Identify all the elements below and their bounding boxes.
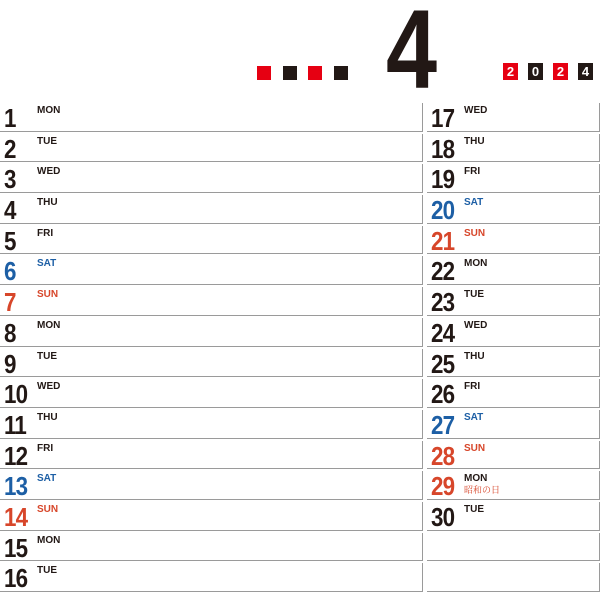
day-number: 10 [4, 379, 28, 410]
day-of-week: TUE [37, 135, 57, 147]
day-number: 8 [4, 317, 16, 348]
day-of-week: MON [37, 534, 61, 546]
day-of-week: SUN [37, 289, 59, 301]
day-row [0, 285, 423, 316]
day-row [0, 377, 423, 408]
days-column-left [0, 101, 423, 592]
day-of-week: SAT [464, 197, 484, 209]
row-right-border [422, 226, 423, 255]
year-digit: 2 [503, 63, 518, 80]
day-number: 24 [431, 317, 455, 348]
day-number: 18 [431, 133, 455, 164]
day-number: 14 [4, 501, 28, 532]
decor-square-red [257, 66, 271, 80]
row-right-border [422, 164, 423, 193]
day-of-week: TUE [464, 503, 484, 515]
day-number: 29 [431, 471, 455, 502]
day-row [427, 101, 600, 132]
day-number: 25 [431, 348, 455, 379]
day-number: 28 [431, 440, 455, 471]
day-row [427, 469, 600, 500]
day-row [427, 347, 600, 378]
day-of-week: SAT [37, 473, 57, 485]
day-number: 27 [431, 409, 455, 440]
day-of-week: SAT [464, 411, 484, 423]
day-of-week: WED [464, 319, 488, 331]
row-right-border [422, 379, 423, 408]
day-of-week: MON [37, 319, 61, 331]
row-right-border [422, 195, 423, 224]
day-of-week: THU [464, 135, 485, 147]
day-of-week: MON [464, 473, 488, 485]
day-number: 20 [431, 195, 455, 226]
day-number: 7 [4, 287, 16, 318]
row-right-border [422, 410, 423, 439]
row-right-border [422, 441, 423, 470]
day-row [0, 132, 423, 163]
year-digit: 2 [553, 63, 568, 80]
day-of-week: TUE [37, 350, 57, 362]
day-row [427, 316, 600, 347]
year-digit: 4 [578, 63, 593, 80]
day-number: 11 [4, 409, 26, 440]
day-row [0, 162, 423, 193]
day-number: 26 [431, 379, 455, 410]
row-right-border [422, 318, 423, 347]
day-of-week: THU [37, 411, 58, 423]
day-row [0, 193, 423, 224]
day-row [427, 224, 600, 255]
day-number: 2 [4, 133, 16, 164]
day-number: 30 [431, 501, 455, 532]
year-digit: 0 [528, 63, 543, 80]
day-number: 13 [4, 471, 28, 502]
day-row [0, 224, 423, 255]
day-of-week: FRI [37, 442, 54, 454]
day-number: 23 [431, 287, 455, 318]
day-row [427, 377, 600, 408]
row-right-border [422, 256, 423, 285]
row-right-border [422, 563, 423, 592]
day-row [427, 500, 600, 531]
day-row [427, 162, 600, 193]
day-of-week: FRI [464, 381, 481, 393]
day-row [0, 439, 423, 470]
day-of-week: THU [464, 350, 485, 362]
day-number: 9 [4, 348, 16, 379]
day-of-week: SUN [37, 503, 59, 515]
day-of-week: FRI [464, 166, 481, 178]
day-number: 6 [4, 256, 16, 287]
day-of-week: WED [37, 381, 61, 393]
day-number: 1 [4, 103, 16, 133]
day-number: 19 [431, 164, 455, 195]
day-row-empty [427, 531, 600, 562]
decor-square-black [283, 66, 297, 80]
day-number: 16 [4, 563, 28, 594]
day-row [427, 285, 600, 316]
day-of-week: TUE [37, 565, 57, 577]
day-of-week: WED [464, 105, 488, 116]
day-of-week: SAT [37, 258, 57, 270]
day-number: 3 [4, 164, 16, 195]
day-of-week: MON [37, 105, 61, 116]
day-row [427, 193, 600, 224]
day-of-week: TUE [464, 289, 484, 301]
month-number: 4 [386, 0, 438, 112]
row-right-border [422, 287, 423, 316]
day-number: 4 [4, 195, 16, 226]
day-row [0, 316, 423, 347]
day-of-week: WED [37, 166, 61, 178]
day-row [427, 254, 600, 285]
day-row [0, 531, 423, 562]
day-row [0, 347, 423, 378]
holiday-name: 昭和の日 [464, 485, 501, 496]
row-divider [0, 591, 423, 592]
row-right-border [422, 349, 423, 378]
day-row [427, 408, 600, 439]
day-number: 5 [4, 225, 16, 256]
day-number: 22 [431, 256, 455, 287]
day-of-week: MON [464, 258, 488, 270]
day-number: 17 [431, 103, 455, 133]
row-right-border [422, 471, 423, 500]
row-divider [427, 591, 600, 592]
day-row [0, 469, 423, 500]
day-row [0, 254, 423, 285]
day-row [0, 408, 423, 439]
day-row [427, 439, 600, 470]
day-of-week: THU [37, 197, 58, 209]
day-row [0, 500, 423, 531]
row-right-border [422, 134, 423, 163]
row-right-border [422, 533, 423, 562]
row-right-border [422, 502, 423, 531]
row-right-border [422, 103, 423, 132]
day-number: 21 [431, 225, 455, 256]
day-of-week: SUN [464, 227, 486, 239]
day-row-empty [427, 561, 600, 592]
days-column-right [427, 101, 600, 592]
decor-square-black [334, 66, 348, 80]
day-of-week: FRI [37, 227, 54, 239]
day-of-week: SUN [464, 442, 486, 454]
day-number: 12 [4, 440, 28, 471]
decor-square-red [308, 66, 322, 80]
day-number: 15 [4, 532, 28, 563]
day-row [0, 561, 423, 592]
day-row [427, 132, 600, 163]
day-row [0, 101, 423, 132]
